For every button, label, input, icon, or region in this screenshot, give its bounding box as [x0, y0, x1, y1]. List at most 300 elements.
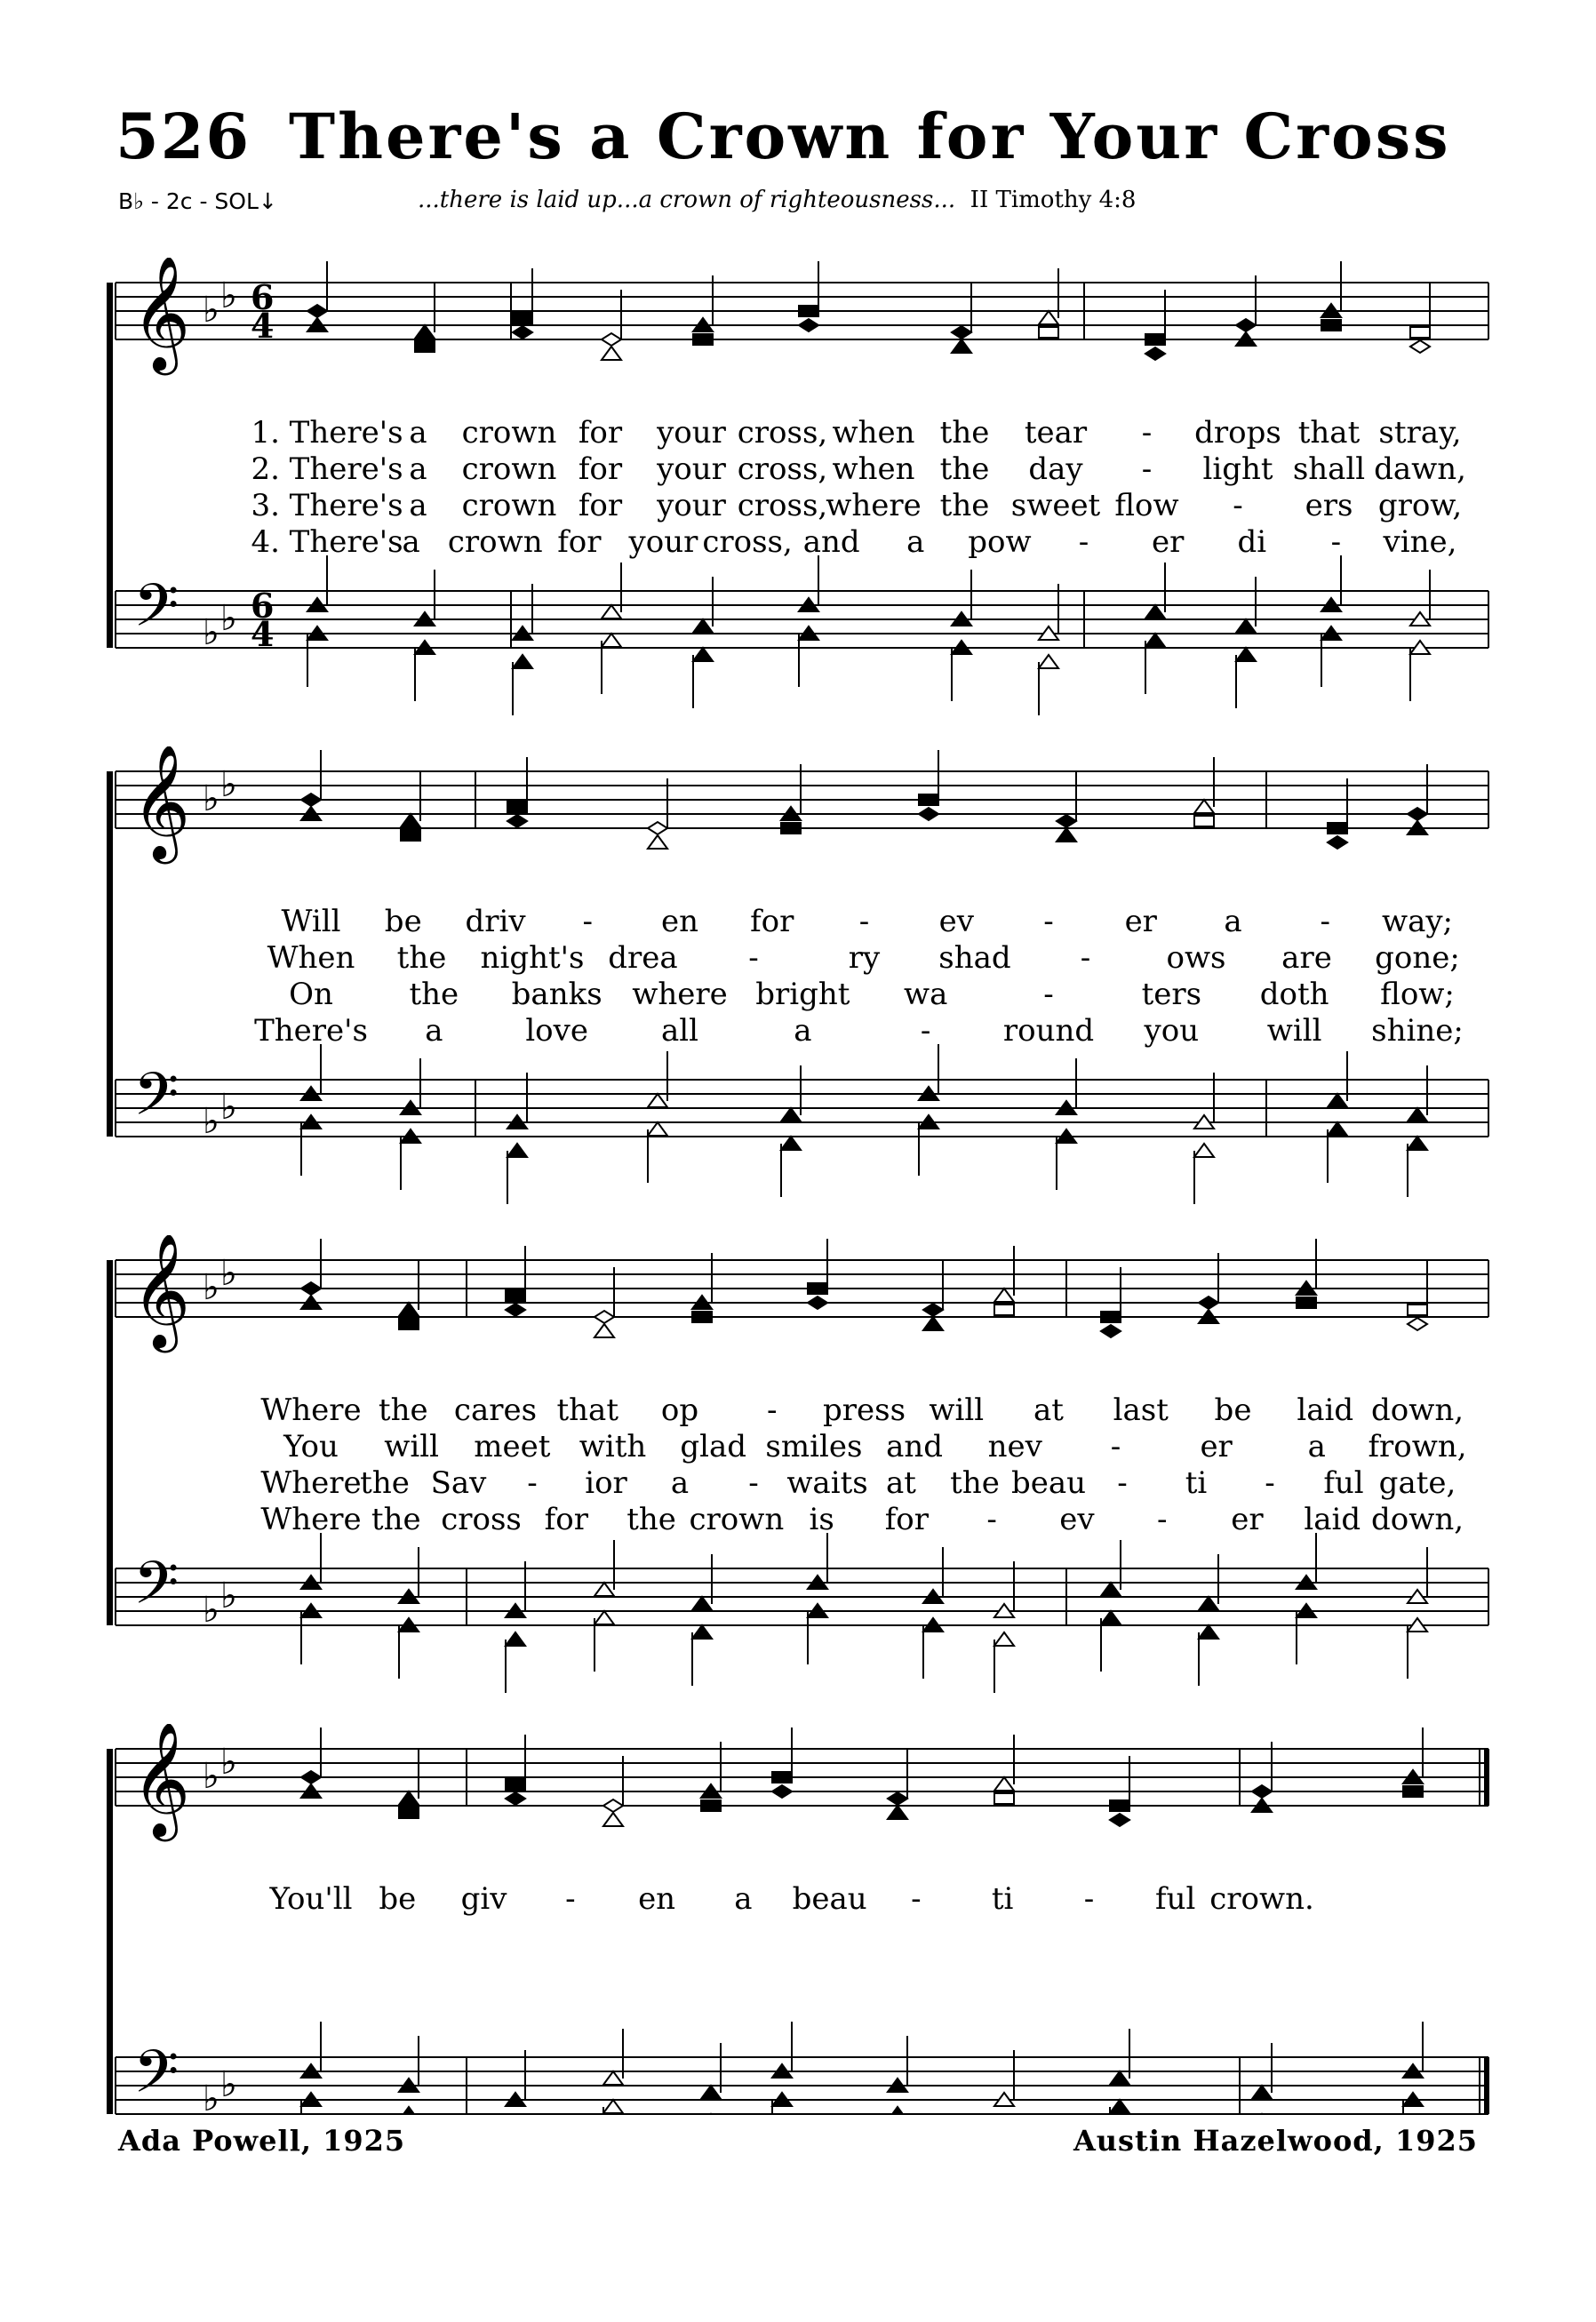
lyric-line — [107, 451, 1493, 487]
note-head — [1328, 823, 1347, 834]
lyric-syllable: waits — [786, 1465, 868, 1501]
note-head — [1057, 815, 1076, 827]
lyric-syllable: beau — [792, 1881, 867, 1917]
lyric-syllable: er — [1151, 524, 1185, 560]
lyric-syllable: On — [289, 977, 333, 1012]
note-head — [952, 326, 971, 339]
note-head — [1199, 1597, 1218, 1610]
treble-clef-icon: 𝄞 — [132, 1724, 191, 1837]
hyphen: - — [527, 1465, 538, 1501]
hyphen: - — [748, 940, 759, 976]
note-head — [888, 1806, 907, 1819]
lyric-syllable: and — [802, 524, 860, 560]
lyric-syllable: will — [384, 1429, 440, 1464]
note-head — [648, 822, 667, 834]
lyric-syllable: that — [1297, 415, 1361, 451]
note-head — [602, 333, 621, 346]
hyphen: - — [920, 1013, 931, 1049]
note-head — [919, 808, 938, 820]
music-credit: Austin Hazelwood, 1925 — [1073, 2124, 1478, 2158]
note-head — [506, 1779, 525, 1790]
lyric-syllable: be — [384, 904, 422, 939]
lyric-syllable: flow; — [1380, 977, 1455, 1012]
lyric-syllable: laid — [1297, 1392, 1354, 1428]
hyphen: - — [1043, 904, 1054, 939]
lyric-syllable: ti — [991, 1881, 1014, 1917]
lyric-syllable: the — [360, 1465, 410, 1501]
note-head — [923, 1317, 943, 1330]
note-head — [781, 1108, 801, 1121]
hyphen: - — [1320, 904, 1330, 939]
flat-icon: ♭ — [220, 1576, 237, 1616]
note-head — [952, 339, 971, 353]
lyric-syllable: press — [822, 1392, 906, 1428]
hyphen: - — [565, 1881, 576, 1917]
lyric-syllable: for — [750, 904, 794, 939]
lyric-syllable: a — [1307, 1429, 1326, 1464]
lyric-syllable: doth — [1259, 977, 1329, 1012]
note-head — [513, 655, 532, 668]
bass-clef-icon: 𝄢 — [133, 571, 180, 654]
note-head — [1194, 816, 1214, 826]
final-barline — [1484, 1749, 1489, 1806]
hyphen: - — [767, 1392, 778, 1428]
lyric-syllable: ters — [1141, 977, 1202, 1012]
lyric-syllable: with — [579, 1429, 647, 1464]
lyric-line — [107, 904, 1493, 939]
note-head — [1252, 2086, 1272, 2099]
lyric-syllable: the — [950, 1465, 1000, 1501]
lyric-syllable: nev — [987, 1429, 1042, 1464]
note-head — [1321, 320, 1341, 331]
flat-icon: ♭ — [220, 1742, 237, 1783]
lyric-syllable: crown — [461, 451, 557, 487]
lyric-syllable: meet — [474, 1429, 551, 1464]
lyric-syllable: cross — [441, 1502, 522, 1537]
lyric-syllable: 2. There's — [251, 451, 403, 487]
lyric-syllable: ful — [1323, 1465, 1364, 1501]
note-head — [692, 1597, 712, 1610]
note-head — [1039, 311, 1058, 324]
note-head — [603, 1799, 623, 1812]
hymn-number: 526 — [116, 100, 251, 173]
note-head — [301, 794, 321, 806]
time-signature-top: 6 — [251, 586, 275, 626]
lyric-syllable: shine; — [1371, 1013, 1464, 1049]
lyric-line — [107, 1429, 1493, 1464]
note-head — [595, 1311, 614, 1323]
flat-icon: ♭ — [203, 2079, 219, 2115]
note-head — [1110, 1814, 1129, 1826]
note-head — [808, 1297, 827, 1309]
note-head — [1410, 327, 1430, 338]
note-head — [1328, 1122, 1347, 1136]
lyric-line — [107, 940, 1493, 976]
lyric-syllable: night's — [480, 940, 585, 976]
lyric-syllable: a — [409, 451, 427, 487]
lyric-syllable: There's — [254, 1013, 368, 1049]
lyric-syllable: ev — [938, 904, 974, 939]
lyric-syllable: glad — [680, 1429, 747, 1464]
lyric-syllable: a — [906, 524, 925, 560]
lyric-syllable: a — [402, 524, 420, 560]
flat-icon: ♭ — [220, 275, 237, 316]
lyric-syllable: er — [1200, 1429, 1233, 1464]
lyric-syllable: You'll — [269, 1881, 353, 1917]
lyric-syllable: the — [939, 451, 990, 487]
note-head — [1145, 347, 1165, 360]
lyric-syllable: di — [1237, 524, 1267, 560]
lyric-syllable: gone; — [1375, 940, 1460, 976]
lyric-syllable: smiles — [765, 1429, 863, 1464]
flat-icon: ♭ — [220, 1087, 237, 1128]
lyric-syllable: you — [1144, 1013, 1200, 1049]
note-head — [1252, 1785, 1272, 1798]
flat-icon: ♭ — [203, 290, 219, 331]
lyric-syllable: for — [884, 1502, 930, 1537]
lyric-syllable: when — [832, 451, 915, 487]
note-head — [603, 1813, 623, 1826]
note-head — [1328, 1094, 1347, 1107]
lyric-syllable: grow, — [1377, 488, 1463, 523]
note-head — [1408, 1305, 1427, 1315]
note-head — [1101, 1583, 1121, 1596]
lyric-syllable: down, — [1370, 1392, 1464, 1428]
note-head — [507, 815, 527, 827]
note-head — [1101, 1325, 1121, 1337]
lyric-syllable: where — [826, 488, 922, 523]
lyric-syllable: Sav — [430, 1465, 487, 1501]
note-head — [1039, 327, 1058, 338]
note-head — [513, 326, 532, 339]
treble-clef-icon: 𝄞 — [132, 746, 191, 859]
note-head — [1194, 800, 1214, 813]
note-head — [1199, 1625, 1218, 1639]
lyric-syllable: are — [1281, 940, 1332, 976]
lyric-line — [107, 1392, 1493, 1428]
lyric-line — [107, 1502, 1493, 1537]
note-head — [301, 1771, 321, 1783]
note-head — [399, 1303, 419, 1316]
lyric-syllable: banks — [511, 977, 602, 1012]
lyric-syllable: light — [1202, 451, 1273, 487]
note-head — [603, 2071, 623, 2085]
staff-graphics — [107, 1724, 1493, 2115]
lyric-syllable: dawn, — [1374, 451, 1466, 487]
lyric-syllable: all — [660, 1013, 699, 1049]
hyphen: - — [858, 904, 870, 939]
note-head — [507, 802, 527, 812]
note-head — [1199, 1297, 1218, 1309]
note-head — [693, 619, 713, 633]
lyric-syllable: a — [1224, 904, 1242, 939]
lyric-syllable: your — [657, 451, 726, 487]
lyric-syllable: crown — [447, 524, 543, 560]
note-head — [1236, 619, 1256, 633]
treble-clef-icon: 𝄞 — [132, 1235, 191, 1348]
flat-icon: ♭ — [203, 778, 219, 819]
lyric-syllable: the — [378, 1392, 428, 1428]
bass-clef-icon: 𝄢 — [133, 1549, 180, 1632]
note-head — [1039, 655, 1058, 668]
lyric-syllable: for — [578, 488, 623, 523]
lyric-syllable: shall — [1292, 451, 1366, 487]
lyric-syllable: a — [409, 488, 427, 523]
note-head — [399, 1319, 419, 1329]
lyric-syllable: ers — [1305, 488, 1353, 523]
hyphen: - — [1265, 1465, 1275, 1501]
note-head — [1328, 836, 1347, 849]
lyric-syllable: er — [1124, 904, 1157, 939]
lyric-syllable: laid — [1304, 1502, 1361, 1537]
music-system-4 — [107, 1724, 1493, 2115]
flat-icon: ♭ — [203, 1590, 219, 1631]
note-head — [888, 1792, 907, 1805]
lyric-line — [107, 488, 1493, 523]
lyric-syllable: 3. There's — [251, 488, 403, 523]
note-head — [1145, 334, 1165, 345]
note-head — [1410, 340, 1430, 353]
lyric-syllable: drops — [1194, 415, 1281, 451]
lyric-syllable: and — [886, 1429, 944, 1464]
note-head — [602, 634, 621, 647]
time-signature-bottom: 4 — [251, 614, 275, 654]
flat-icon: ♭ — [220, 764, 237, 805]
lyric-syllable: cross, — [737, 488, 828, 523]
lyric-syllable: giv — [460, 1881, 507, 1917]
scripture-text: ...there is laid up...a crown of righteousness... — [418, 187, 956, 213]
note-head — [799, 319, 818, 331]
lyric-syllable: the — [396, 940, 447, 976]
note-head — [994, 1777, 1014, 1791]
hyphen: - — [911, 1881, 922, 1917]
lyric-line — [107, 524, 1493, 560]
note-head — [507, 1144, 527, 1157]
note-head — [506, 1632, 525, 1646]
lyric-syllable: a — [734, 1881, 753, 1917]
note-head — [415, 341, 435, 352]
bass-clef-icon: 𝄢 — [133, 2038, 180, 2115]
note-head — [506, 1304, 525, 1316]
lyric-syllable: ows — [1166, 940, 1226, 976]
note-head — [301, 1282, 321, 1295]
lyric-syllable: last — [1113, 1392, 1169, 1428]
note-head — [772, 1772, 792, 1783]
flat-icon: ♭ — [203, 1101, 219, 1142]
hyphen: - — [1083, 1881, 1095, 1917]
note-head — [648, 835, 667, 849]
note-head — [595, 1583, 614, 1596]
lyric-syllable: will — [929, 1392, 985, 1428]
lyric-syllable: for — [557, 524, 602, 560]
note-head — [772, 1785, 792, 1798]
note-head — [919, 794, 938, 805]
note-head — [1101, 1312, 1121, 1322]
note-head — [1408, 1318, 1427, 1330]
note-head — [1057, 828, 1076, 842]
key-info: B♭ - 2c - SOL↓ — [118, 188, 277, 214]
lyric-syllable: en — [660, 904, 699, 939]
note-head — [808, 1283, 827, 1294]
note-head — [692, 1625, 712, 1639]
note-head — [1194, 1144, 1214, 1157]
note-head — [595, 1611, 614, 1624]
scripture-line — [418, 187, 1136, 213]
hyphen: - — [1080, 940, 1091, 976]
note-head — [701, 1800, 721, 1811]
note-head — [401, 814, 420, 827]
hyphen: - — [1330, 524, 1342, 560]
lyric-syllable: Will — [281, 904, 341, 939]
hyphen: - — [582, 904, 593, 939]
lyric-syllable: Where — [260, 1465, 362, 1501]
lyric-syllable: tear — [1024, 415, 1088, 451]
note-head — [693, 648, 713, 661]
note-head — [1236, 319, 1256, 331]
lyric-syllable: op — [660, 1392, 699, 1428]
lyric-syllable: cross, — [737, 451, 828, 487]
note-head — [1408, 1137, 1427, 1150]
lyric-syllable: a — [425, 1013, 443, 1049]
note-head — [1145, 605, 1165, 618]
note-head — [1297, 1297, 1316, 1308]
treble-clef-icon: 𝄞 — [132, 258, 191, 371]
hyphen: - — [1110, 1429, 1121, 1464]
flat-icon: ♭ — [220, 2064, 237, 2105]
hyphen: - — [1117, 1465, 1128, 1501]
bass-clef-icon: 𝄢 — [133, 1060, 180, 1143]
flat-icon: ♭ — [203, 1267, 219, 1308]
scripture-reference: II Timothy 4:8 — [970, 187, 1137, 213]
note-head — [307, 305, 327, 317]
lyric-syllable: drea — [608, 940, 678, 976]
note-head — [603, 2100, 623, 2113]
flat-icon: ♭ — [203, 612, 219, 653]
note-head — [399, 1791, 419, 1805]
hyphen: - — [1078, 524, 1089, 560]
note-head — [602, 347, 621, 360]
music-system-1 — [107, 258, 1493, 720]
lyric-syllable: a — [794, 1013, 812, 1049]
lyric-syllable: the — [409, 977, 459, 1012]
lyric-syllable: at — [886, 1465, 916, 1501]
music-system-2 — [107, 746, 1493, 1209]
lyric-syllable: en — [638, 1881, 676, 1917]
hyphen: - — [1043, 977, 1054, 1012]
lyric-syllable: crown — [461, 488, 557, 523]
lyric-syllable: shad — [938, 940, 1011, 976]
lyric-syllable: for — [578, 415, 623, 451]
note-head — [1408, 1108, 1427, 1121]
lyric-syllable: be — [1214, 1392, 1252, 1428]
lyric-syllable: a — [670, 1465, 690, 1501]
lyric-syllable: ev — [1059, 1502, 1095, 1537]
lyric-syllable: pow — [968, 524, 1032, 560]
lyric-syllable: crown — [461, 415, 557, 451]
lyric-syllable: round — [1002, 1013, 1095, 1049]
note-head — [1110, 2100, 1129, 2113]
hyphen: - — [1156, 1502, 1168, 1537]
lyric-syllable: crown — [689, 1502, 785, 1537]
note-head — [923, 1304, 943, 1316]
music-system-3 — [107, 1235, 1493, 1697]
note-head — [648, 1122, 667, 1136]
note-head — [506, 1792, 525, 1805]
lyric-syllable: bright — [755, 977, 850, 1012]
lyric-syllable: When — [267, 940, 355, 976]
note-head — [994, 1289, 1014, 1302]
note-head — [1408, 808, 1427, 820]
note-head — [513, 313, 532, 323]
time-signature-bottom: 4 — [251, 306, 275, 346]
lyric-syllable: the — [939, 488, 990, 523]
flat-icon: ♭ — [203, 1756, 219, 1797]
note-head — [994, 1793, 1014, 1804]
lyric-syllable: down, — [1370, 1502, 1464, 1537]
lyric-syllable: the — [371, 1502, 421, 1537]
lyric-syllable: stray, — [1378, 415, 1462, 451]
lyric-syllable: sweet — [1010, 488, 1101, 523]
lyric-syllable: vine, — [1383, 524, 1457, 560]
lyric-syllable: your — [657, 415, 726, 451]
lyric-syllable: ry — [848, 940, 881, 976]
lyric-syllable: crown. — [1209, 1881, 1314, 1917]
lyric-syllable: Where — [260, 1502, 362, 1537]
hyphen: - — [1141, 415, 1153, 451]
lyric-syllable: that — [556, 1392, 618, 1428]
lyric-syllable: ful — [1155, 1881, 1196, 1917]
lyric-syllable: cross, — [737, 415, 828, 451]
lyric-syllable: frown, — [1368, 1429, 1467, 1464]
final-barline — [1484, 2057, 1489, 2114]
note-head — [415, 325, 435, 339]
words-credit: Ada Powell, 1925 — [118, 2124, 406, 2158]
lyric-syllable: Where — [260, 1392, 362, 1428]
lyric-syllable: day — [1028, 451, 1083, 487]
hyphen: - — [748, 1465, 759, 1501]
hymn-title: There's a Crown for Your Cross — [289, 100, 1451, 173]
note-head — [799, 306, 818, 316]
note-head — [1403, 1786, 1423, 1797]
lyric-line — [107, 415, 1493, 451]
lyric-line — [107, 1881, 1493, 1917]
lyric-line — [107, 977, 1493, 1012]
hyphen: - — [1233, 488, 1243, 523]
lyric-syllable: your — [657, 488, 726, 523]
system-bracket — [107, 1749, 113, 2114]
lyric-syllable: flow — [1114, 488, 1179, 523]
lyric-syllable: the — [939, 415, 990, 451]
hyphen: - — [986, 1502, 997, 1537]
lyric-syllable: way; — [1381, 904, 1454, 939]
lyric-syllable: for — [578, 451, 623, 487]
note-head — [595, 1324, 614, 1337]
lyric-syllable: be — [379, 1881, 417, 1917]
flat-icon: ♭ — [220, 1253, 237, 1294]
lyric-syllable: will — [1266, 1013, 1322, 1049]
lyric-syllable: ti — [1185, 1465, 1208, 1501]
lyric-syllable: your — [628, 524, 698, 560]
note-head — [399, 1807, 419, 1818]
lyric-syllable: when — [832, 415, 915, 451]
lyric-syllable: beau — [1010, 1465, 1087, 1501]
note-head — [692, 1312, 712, 1322]
lyric-syllable: where — [632, 977, 728, 1012]
lyric-syllable: You — [283, 1429, 339, 1464]
hyphen: - — [1141, 451, 1153, 487]
note-head — [1110, 2071, 1129, 2085]
lyric-syllable: at — [1033, 1392, 1064, 1428]
